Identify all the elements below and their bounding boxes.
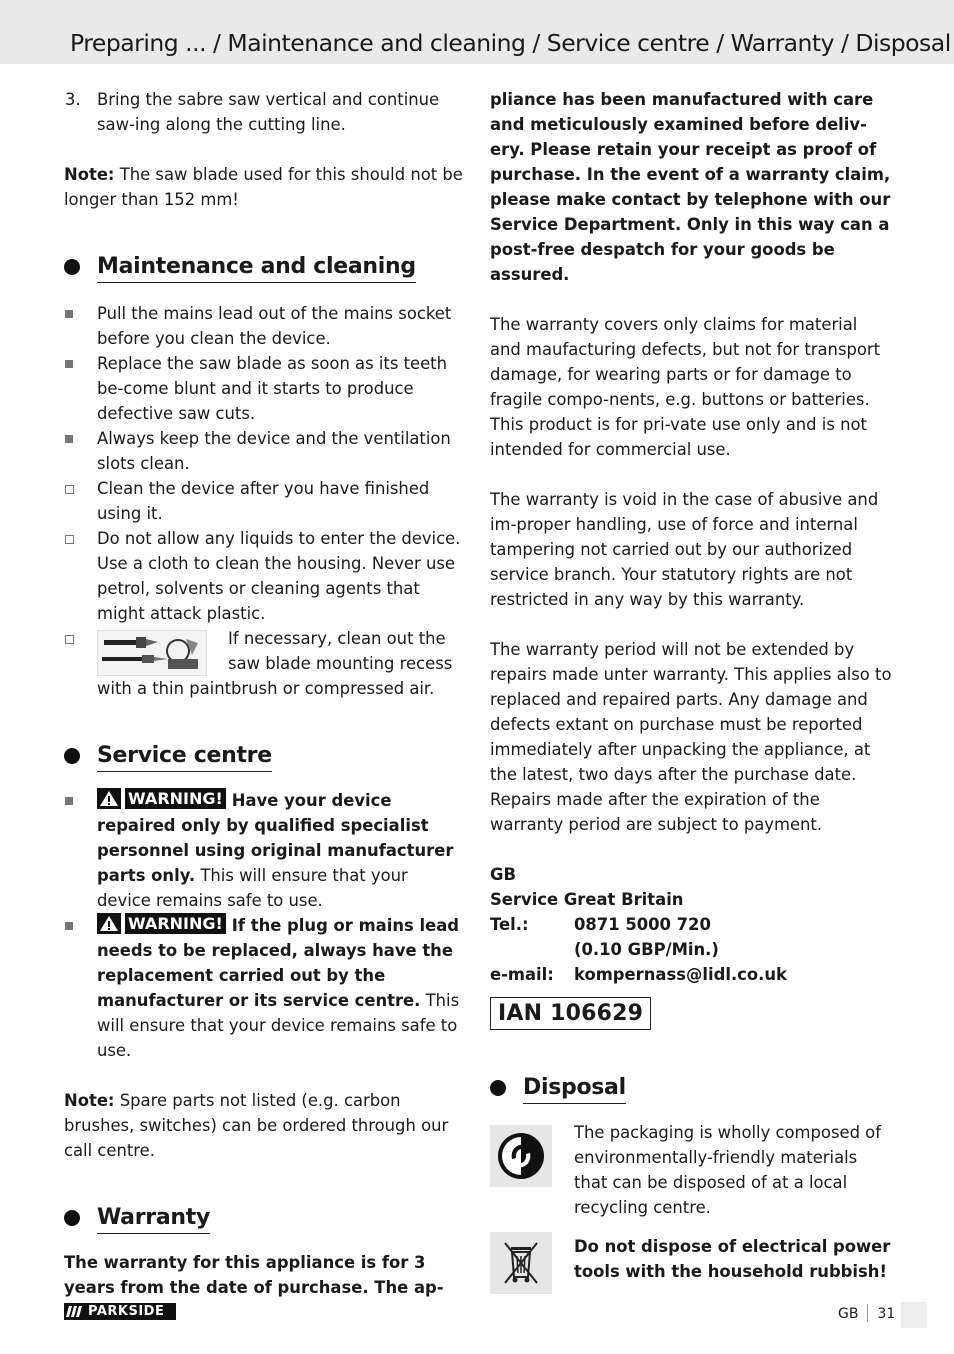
- warning-bold-text: If the plug or mains lead needs to be replaced, always have the replacement carried out by the manufacturer or its service centre.: [97, 916, 459, 1010]
- left-column: [64, 87, 466, 1300]
- email-label: e-mail:: [490, 965, 554, 984]
- heading-text: Maintenance and cleaning: [97, 252, 416, 283]
- list-item-text: Clean the device after you have finished using it.: [97, 479, 430, 523]
- service-centre-heading: [64, 738, 466, 774]
- warranty-intro-continued: pliance has been manufactured with care and meticulously examined before deliv-ery. Please retain your receipt as proof of purchase. In the event of a warranty claim, please make contact by telephone with our Service Department. Only in this way can a post-free despatch for your goods be assured.: [490, 90, 891, 284]
- warranty-paragraph: The warranty is void in the case of abusive and im-proper handling, use of force and internal tampering not carried out by our authorized service branch. Your statutory rights are not restricted in any way by this warranty.: [490, 490, 879, 609]
- logo-stripes-icon: [64, 1303, 86, 1320]
- heading-bullet-icon: [64, 259, 80, 275]
- header-bar: [0, 0, 954, 64]
- note-paragraph: [64, 162, 466, 212]
- contact-country: GB: [490, 865, 516, 884]
- warning-triangle-icon: [97, 788, 121, 809]
- heading-text: Service centre: [97, 741, 272, 772]
- list-item: [64, 426, 466, 476]
- heading-text: Disposal: [523, 1073, 626, 1104]
- disposal-item: [490, 1234, 892, 1294]
- warranty-intro: The warranty for this appliance is for 3 years from the date of purchase. The ap-: [64, 1253, 444, 1297]
- contact-email-row: [490, 962, 892, 987]
- maintenance-list: [64, 301, 466, 701]
- note-label: Note:: [64, 1091, 115, 1110]
- contact-rate-row: [490, 937, 892, 962]
- warning-badge: [97, 788, 232, 809]
- email-value[interactable]: kompernass@lidl.co.uk: [574, 965, 787, 984]
- right-column: [490, 87, 892, 1294]
- list-item-text: Always keep the device and the ventilation slots clean.: [97, 429, 451, 473]
- blade-recess-illustration: [97, 630, 207, 676]
- disposal-text: The packaging is wholly composed of environmentally-friendly materials that can be disposed of at a local recycling centre.: [574, 1123, 881, 1217]
- maintenance-heading: [64, 249, 466, 285]
- list-item-text: Pull the mains lead out of the mains socket before you clean the device.: [97, 304, 452, 348]
- heading-bullet-icon: [490, 1080, 506, 1096]
- list-item-text: Do not allow any liquids to enter the device. Use a cloth to clean the housing. Never use petrol, solvents or cleaning agents that might attack plastic.: [97, 529, 461, 623]
- step-number: 3.: [65, 90, 81, 109]
- note-text: Spare parts not listed (e.g. carbon brushes, switches) can be ordered through our call centre.: [64, 1091, 449, 1160]
- warning-badge: [97, 913, 232, 934]
- warning-triangle-icon: [97, 913, 121, 934]
- disposal-heading: [490, 1070, 892, 1106]
- ian-number: IAN 106629: [490, 997, 651, 1030]
- note-text: The saw blade used for this should not be longer than 152 mm!: [64, 165, 463, 209]
- page-footer: [838, 1304, 895, 1324]
- warranty-paragraph: The warranty period will not be extended by repairs made unter warranty. This applies also to replaced and repaired parts. Any damage and defects extant on purchase must be reported immediately after unpacking the appliance, at the latest, two days after the purchase date. Repairs made after the expiration of the warranty period are subject to payment.: [490, 640, 892, 834]
- tel-rate: (0.10 GBP/Min.): [574, 940, 719, 959]
- disposal-item: [490, 1120, 892, 1220]
- square-bullet-icon: [65, 435, 73, 443]
- heading-bullet-icon: [64, 748, 80, 764]
- list-item: [64, 788, 466, 913]
- page-number: 31: [877, 1306, 896, 1322]
- list-item-text-line: saw blade mounting recess: [228, 654, 453, 673]
- green-dot-recycling-icon: [490, 1125, 552, 1187]
- list-item: [64, 351, 466, 426]
- square-bullet-icon: [65, 310, 73, 318]
- list-item: [64, 526, 466, 626]
- checkbox-bullet-icon: [65, 635, 74, 644]
- note-label: Note:: [64, 165, 115, 184]
- heading-bullet-icon: [64, 1210, 80, 1226]
- list-item: [64, 913, 466, 1063]
- contact-service: Service Great Britain: [490, 890, 684, 909]
- warranty-heading: [64, 1200, 466, 1236]
- contact-block: [490, 862, 892, 987]
- warranty-paragraph: The warranty covers only claims for material and maufacturing defects, but not for transport damage, for wearing parts or for damage to fragile compo-nents, e.g. buttons or batteries. This product is for pri-vate use only and is not intended for commercial use.: [490, 315, 881, 459]
- heading-text: Warranty: [97, 1203, 210, 1234]
- contact-tel-row: [490, 912, 892, 937]
- list-item: [64, 626, 466, 701]
- warning-label: WARNING!: [125, 913, 226, 934]
- list-item-text-line: If necessary, clean out the: [228, 629, 446, 648]
- disposal-warning-text: Do not dispose of electrical power tools with the household rubbish!: [574, 1237, 891, 1281]
- list-item-text-line: with a thin paintbrush or compressed air.: [97, 679, 435, 698]
- footer-tab: [901, 1302, 927, 1328]
- warning-text: This will ensure that your device remains safe to use.: [97, 866, 408, 910]
- service-list: [64, 788, 466, 1063]
- square-bullet-icon: [65, 360, 73, 368]
- page-title: Preparing ... / Maintenance and cleaning / Service centre / Warranty / Disposal: [70, 29, 951, 57]
- list-item: [64, 301, 466, 351]
- warning-text: This will ensure that your device remains safe to use.: [97, 991, 460, 1060]
- parkside-logo: [64, 1303, 176, 1320]
- warning-bold-text: Have your device repaired only by qualified specialist personnel using original manufacturer parts only.: [97, 791, 454, 885]
- brand-name: PARKSIDE: [88, 1304, 165, 1319]
- list-item: [64, 87, 466, 137]
- tel-value[interactable]: 0871 5000 720: [574, 915, 711, 934]
- square-bullet-icon: [65, 922, 73, 930]
- footer-divider: [867, 1304, 868, 1322]
- square-bullet-icon: [65, 797, 73, 805]
- tel-label: Tel.:: [490, 915, 529, 934]
- footer-country: GB: [838, 1306, 859, 1322]
- crossed-out-bin-icon: [490, 1232, 552, 1294]
- steps-list: [64, 87, 466, 137]
- checkbox-bullet-icon: [65, 535, 74, 544]
- checkbox-bullet-icon: [65, 485, 74, 494]
- note-paragraph: [64, 1088, 466, 1163]
- warning-label: WARNING!: [125, 788, 226, 809]
- step-text: Bring the sabre saw vertical and continue saw-ing along the cutting line.: [97, 90, 440, 134]
- list-item-text: Replace the saw blade as soon as its teeth be-come blunt and it starts to produce defective saw cuts.: [97, 354, 447, 423]
- list-item: [64, 476, 466, 526]
